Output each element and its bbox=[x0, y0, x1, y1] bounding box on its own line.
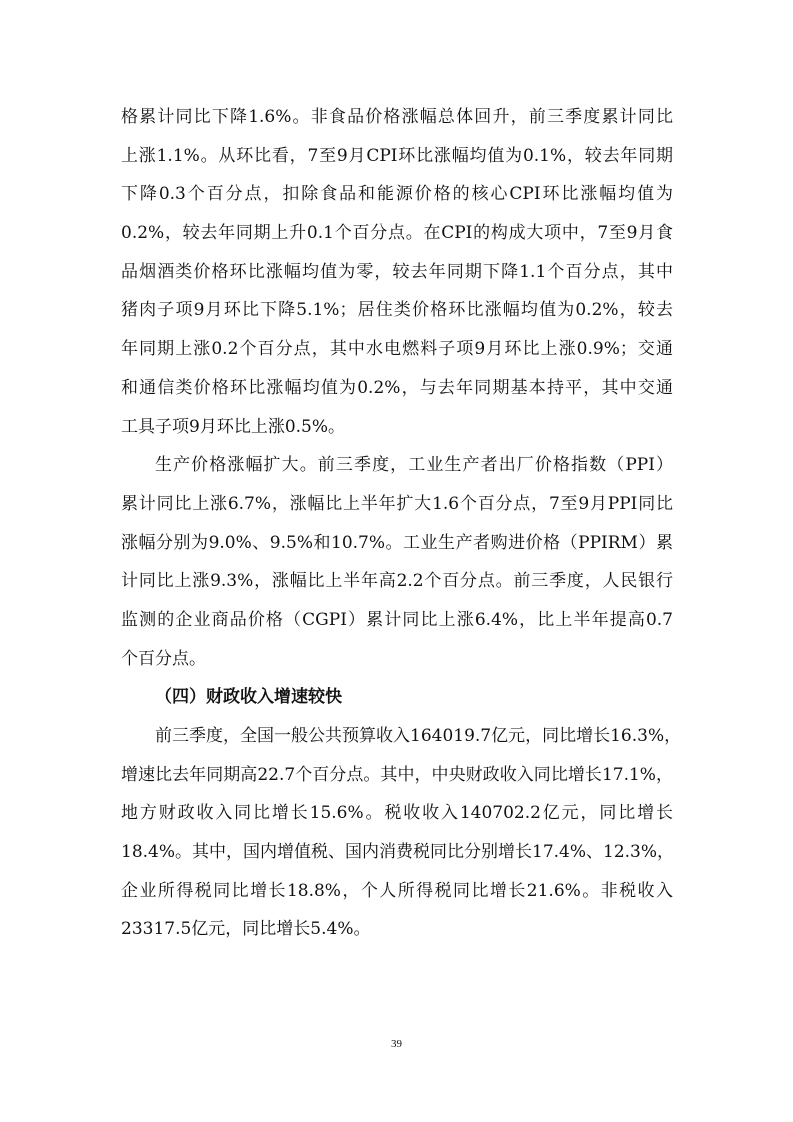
text-line: 23317.5亿元，同比增长5.4%。 bbox=[121, 919, 371, 940]
paragraph-cpi bbox=[121, 98, 673, 446]
text-line: 涨幅分别为9.0%、9.5%和10.7%。工业生产者购进价格（PPIRM）累 bbox=[121, 532, 673, 553]
paragraph-fiscal bbox=[121, 717, 682, 949]
text-line: 品烟酒类价格环比涨幅均值为零，较去年同期下降1.1个百分点，其中 bbox=[121, 261, 673, 282]
text-line: 工具子项9月环比上涨0.5%。 bbox=[121, 416, 346, 437]
text-line: 下降0.3个百分点，扣除食品和能源价格的核心CPI环比涨幅均值为 bbox=[121, 184, 673, 205]
text-line: 地方财政收入同比增长15.6%。税收收入140702.2亿元，同比增长 bbox=[121, 803, 673, 824]
body-text bbox=[121, 98, 682, 949]
section-heading: （四）财政收入增速较快 bbox=[155, 687, 342, 708]
text-line: 增速比去年同期高22.7个百分点。其中，中央财政收入同比增长17.1%， bbox=[121, 764, 673, 785]
text-line: 累计同比上涨6.7%，涨幅比上半年扩大1.6个百分点，7至9月PPI同比 bbox=[121, 493, 673, 514]
text-line: 生产价格涨幅扩大。前三季度，工业生产者出厂价格指数（PPI） bbox=[155, 455, 673, 476]
text-line: 企业所得税同比增长18.8%，个人所得税同比增长21.6%。非税收入 bbox=[121, 880, 673, 901]
text-line: 格累计同比下降1.6%。非食品价格涨幅总体回升，前三季度累计同比 bbox=[121, 107, 673, 127]
paragraph-ppi bbox=[121, 446, 673, 678]
text-line: 猪肉子项9月环比下降5.1%；居住类价格环比涨幅均值为0.2%，较去 bbox=[121, 300, 673, 321]
text-line: 年同期上涨0.2个百分点，其中水电燃料子项9月环比上涨0.9%；交通 bbox=[121, 339, 673, 360]
text-line: 计同比上涨9.3%，涨幅比上半年高2.2个百分点。前三季度，人民银行 bbox=[121, 571, 673, 592]
text-line: 和通信类价格环比涨幅均值为0.2%，与去年同期基本持平，其中交通 bbox=[121, 377, 673, 398]
text-line: 监测的企业商品价格（CGPI）累计同比上涨6.4%，比上半年提高0.7 bbox=[121, 609, 673, 630]
page-number: 39 bbox=[391, 1038, 402, 1050]
text-line: 个百分点。 bbox=[121, 648, 206, 669]
text-line: 上涨1.1%。从环比看，7至9月CPI环比涨幅均值为0.1%，较去年同期 bbox=[121, 145, 673, 166]
text-line: 前三季度，全国一般公共预算收入164019.7亿元，同比增长16.3%， bbox=[155, 726, 682, 746]
text-line: 18.4%。其中，国内增值税、国内消费税同比分别增长17.4%、12.3%， bbox=[121, 842, 675, 863]
text-line: 0.2%，较去年同期上升0.1个百分点。在CPI的构成大项中，7至9月食 bbox=[121, 223, 673, 244]
